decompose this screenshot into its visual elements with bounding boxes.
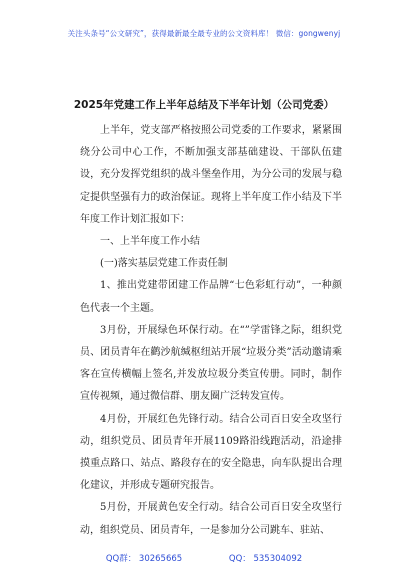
qq-group-text: QQ群： 30265665 xyxy=(105,554,183,564)
body-paragraph: 4月份，开展红色先锋行动。结合公司百日安全攻坚行动，组织党员、团员青年开展1109路沿线跑活动，沿途排摸重点路口、站点、路段存在的安全隐患，向车队提出合理化建议，并形成专题研究报告。 xyxy=(80,413,342,492)
subsection-heading: (一)落实基层党建工作责任制 xyxy=(100,258,228,270)
footer-contact xyxy=(0,552,408,564)
section-heading: 一、上半年度工作小结 xyxy=(100,236,200,248)
top-banner: 关注头条号“公文研究”，获得最新最全最专业的公文资料库！ 微信：gongwenyj xyxy=(67,29,341,38)
intro-paragraph: 上半年，党支部严格按照公司党委的工作要求，紧紧围绕分公司中心工作，不断加强支部基础建设、干部队伍建设，充分发挥党组织的战斗堡垒作用，为分公司的发展与稳定提供坚强有力的政治保证。现将上半年度工作小结及下半年度工作计划汇报如下： xyxy=(80,125,342,225)
document-body xyxy=(80,120,342,542)
body-paragraph: 3月份，开展绿色环保行动。在“”学雷锋之际，组织党员、团员青年在鹳沙航缄枢纽站开展“垃圾分类”活动邀请乘客在宣传横幅上签名,并发放垃圾分类宣传册。同时，制作宣传视频，通过微信群、朋友圈广泛转发宣传。 xyxy=(80,324,342,403)
document-title: 2025年党建工作上半年总结及下半年计划（公司党委） xyxy=(73,99,335,111)
body-paragraph: 1、推出党建带团建工作品牌“七色彩虹行动”，一种颜色代表一个主题。 xyxy=(80,280,342,314)
qq-contact-text: QQ： 535304092 xyxy=(228,554,303,564)
body-paragraph: 5月份，开展黄色安全行动。结合公司百日安全攻坚行动，组织党员、团员青年，一是参加分公司跳车、驻站、 xyxy=(80,502,342,536)
